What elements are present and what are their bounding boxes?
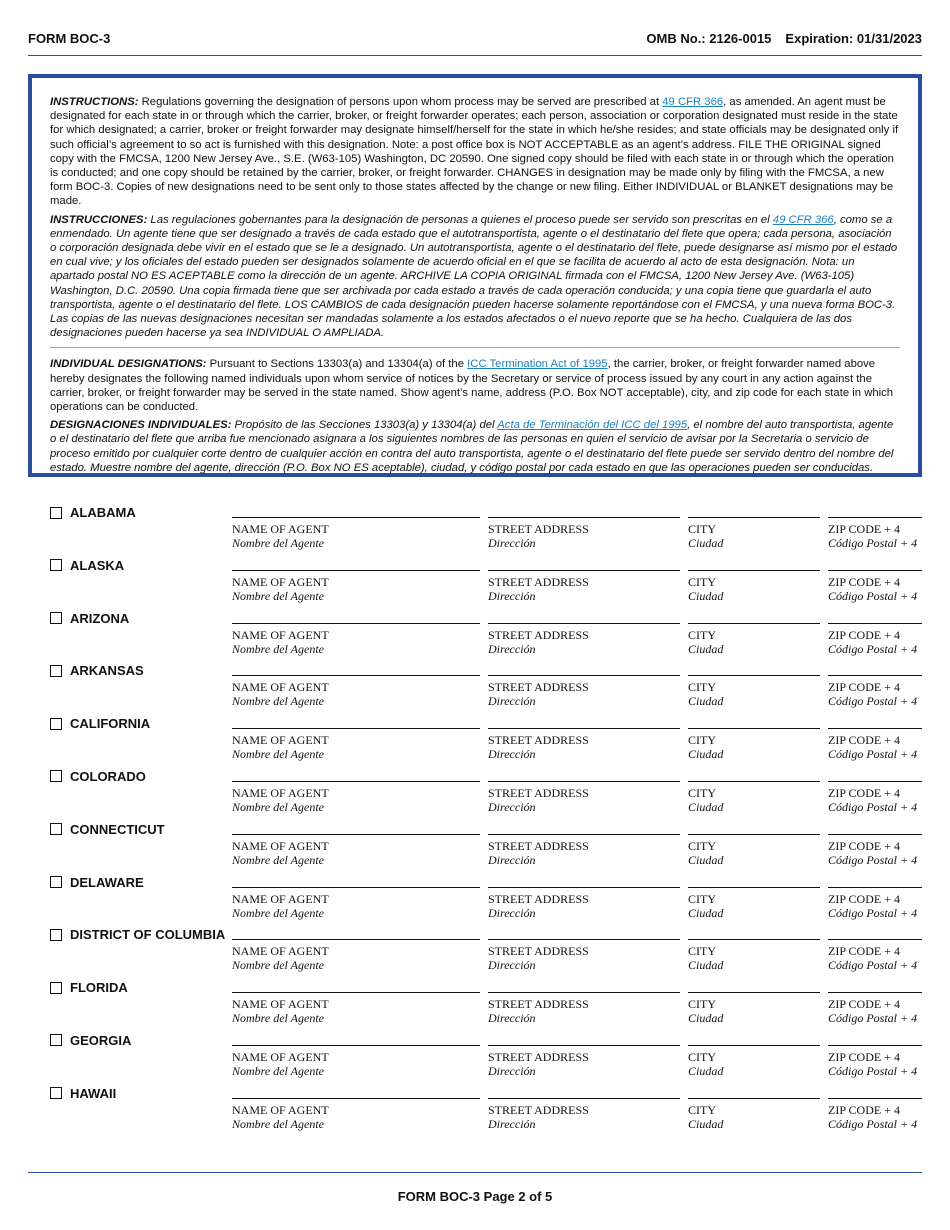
state-checkbox[interactable] <box>50 559 62 571</box>
state-name: CALIFORNIA <box>70 716 151 732</box>
street-address-label-es: Dirección <box>488 905 536 920</box>
street-address-field[interactable] <box>488 728 680 761</box>
street-address-field[interactable] <box>488 570 680 603</box>
instructions-en-label: INSTRUCTIONS: <box>50 96 139 108</box>
agent-name-label: NAME OF AGENT <box>232 838 329 853</box>
agent-name-label: NAME OF AGENT <box>232 733 329 748</box>
zip-code-label-es: Código Postal + 4 <box>828 958 918 973</box>
street-address-label-es: Dirección <box>488 588 536 603</box>
zip-code-field[interactable] <box>828 887 922 920</box>
state-label <box>50 769 146 784</box>
zip-code-label: ZIP CODE + 4 <box>828 997 900 1012</box>
state-name: ALASKA <box>70 557 125 573</box>
agent-name-field[interactable] <box>232 781 480 814</box>
street-address-label-es: Dirección <box>488 1011 536 1026</box>
designations-es <box>50 418 900 475</box>
state-label <box>50 927 225 942</box>
agent-name-label: NAME OF AGENT <box>232 997 329 1012</box>
agent-name-field[interactable] <box>232 887 480 920</box>
state-label <box>50 611 129 626</box>
zip-code-label: ZIP CODE + 4 <box>828 838 900 853</box>
agent-name-field[interactable] <box>232 570 480 603</box>
zip-code-label: ZIP CODE + 4 <box>828 522 900 536</box>
state-name: COLORADO <box>70 768 146 784</box>
agent-name-field[interactable] <box>232 728 480 761</box>
street-address-label: STREET ADDRESS <box>488 944 589 959</box>
agent-name-label: NAME OF AGENT <box>232 680 329 695</box>
designations-en-text: Pursuant to Sections 13303(a) and 13304(a) of the <box>206 358 468 371</box>
city-field[interactable] <box>688 887 820 920</box>
city-label: CITY <box>688 1049 716 1064</box>
zip-code-label: ZIP CODE + 4 <box>828 1049 900 1064</box>
instructions-es-text: Las regulaciones gobernantes para la designación de personas a quienes el proceso puede ser servido son prescritas en el <box>147 213 773 226</box>
agent-name-label-es: Nombre del Agente <box>232 694 324 709</box>
state-name: FLORIDA <box>70 980 128 996</box>
street-address-label-es: Dirección <box>488 694 536 709</box>
state-checkbox[interactable] <box>50 823 62 835</box>
zip-code-label: ZIP CODE + 4 <box>828 944 900 959</box>
street-address-label: STREET ADDRESS <box>488 522 589 536</box>
city-field[interactable] <box>688 623 820 656</box>
city-label: CITY <box>688 785 716 800</box>
agent-name-label-es: Nombre del Agente <box>232 799 324 814</box>
street-address-label-es: Dirección <box>488 1063 536 1078</box>
zip-code-label: ZIP CODE + 4 <box>828 785 900 800</box>
city-label-es: Ciudad <box>688 641 724 656</box>
instructions-es <box>50 213 900 341</box>
street-address-field[interactable] <box>488 1098 680 1131</box>
zip-code-field[interactable] <box>828 992 922 1025</box>
agent-name-field[interactable] <box>232 939 480 972</box>
city-field[interactable] <box>688 939 820 972</box>
street-address-label: STREET ADDRESS <box>488 838 589 853</box>
designations-es-label: DESIGNACIONES INDIVIDUALES: <box>50 419 232 432</box>
street-address-field[interactable] <box>488 675 680 708</box>
state-name: CONNECTICUT <box>70 821 165 837</box>
agent-name-field[interactable] <box>232 992 480 1025</box>
state-label <box>50 875 144 890</box>
agent-name-field[interactable] <box>232 675 480 708</box>
street-address-label: STREET ADDRESS <box>488 997 589 1012</box>
agent-name-label-es: Nombre del Agente <box>232 1011 324 1026</box>
zip-code-label-es: Código Postal + 4 <box>828 641 918 656</box>
state-checkbox[interactable] <box>50 612 62 624</box>
instructions-box <box>28 74 922 477</box>
zip-code-field[interactable] <box>828 675 922 708</box>
city-field[interactable] <box>688 570 820 603</box>
street-address-label-es: Dirección <box>488 958 536 973</box>
city-label: CITY <box>688 838 716 853</box>
footer-divider <box>28 1172 922 1173</box>
agent-name-field[interactable] <box>232 1098 480 1131</box>
city-label-es: Ciudad <box>688 1011 724 1026</box>
instructions-en-text-2: , as amended. An agent must be designated for each state in or through which the carrier, broker, or freight forwarder operates; each person, association or corporation designated must reside in the state for which designated; a carrier, broker or freight forwarder may designate himself/herself for the state in which he/she resides; and state officials may be designated only if such official’s agreement to so act is furnished with this designation. Note: a post office box is NOT ACCEPTABLE as an agent’s address. FILE THE ORIGINAL signed copy with the FMCSA, 1200 New Jersey Ave., S.E. (W63-105) Washington, DC 20590. One signed copy should be filed with each state in or through which the operation is conducted; and one copy should be retained by the carrier, broker, or freight forwarder. CHANGES in designation may be made only by filing with the FMCSA, a new form BOC-3. Copies of new designations need to be sent only to those states affected by the change or new filing. Either INDIVIDUAL or BLANKET designations may be made. <box>50 96 899 208</box>
zip-code-label-es: Código Postal + 4 <box>828 905 918 920</box>
state-label <box>50 980 128 995</box>
city-label-es: Ciudad <box>688 799 724 814</box>
city-field[interactable] <box>688 834 820 867</box>
omb-number: OMB No.: 2126-0015 <box>646 31 772 46</box>
agent-name-label-es: Nombre del Agente <box>232 905 324 920</box>
agent-name-label-es: Nombre del Agente <box>232 958 324 973</box>
agent-name-label-es: Nombre del Agente <box>232 1116 324 1131</box>
city-field[interactable] <box>688 1098 820 1131</box>
state-row-florida <box>0 980 950 1033</box>
zip-code-label-es: Código Postal + 4 <box>828 536 918 550</box>
state-checkbox[interactable] <box>50 982 62 994</box>
agent-name-label-es: Nombre del Agente <box>232 747 324 762</box>
state-row-georgia <box>0 1033 950 1086</box>
state-name: DELAWARE <box>70 874 144 890</box>
state-checkbox[interactable] <box>50 770 62 782</box>
state-checkbox[interactable] <box>50 929 62 941</box>
state-name: ARIZONA <box>70 610 130 626</box>
street-address-label: STREET ADDRESS <box>488 627 589 642</box>
state-label <box>50 505 136 520</box>
city-label-es: Ciudad <box>688 1116 724 1131</box>
street-address-field[interactable] <box>488 887 680 920</box>
zip-code-label-es: Código Postal + 4 <box>828 694 918 709</box>
agent-name-label-es: Nombre del Agente <box>232 641 324 656</box>
street-address-label-es: Dirección <box>488 799 536 814</box>
state-label <box>50 822 165 837</box>
city-field[interactable] <box>688 728 820 761</box>
state-row-district-of-columbia <box>0 927 950 980</box>
instructions-es-label: INSTRUCCIONES: <box>50 213 148 226</box>
designations-en-label: INDIVIDUAL DESIGNATIONS: <box>50 358 207 371</box>
zip-code-field[interactable] <box>828 1045 922 1078</box>
zip-code-label-es: Código Postal + 4 <box>828 747 918 762</box>
city-label: CITY <box>688 1102 716 1117</box>
street-address-field[interactable] <box>488 1045 680 1078</box>
city-label: CITY <box>688 680 716 695</box>
agent-name-label-es: Nombre del Agente <box>232 536 324 550</box>
agent-name-label: NAME OF AGENT <box>232 785 329 800</box>
designations-es-text: Propósito de las Secciones 13303(a) y 13304(a) del <box>231 419 498 432</box>
state-checkbox[interactable] <box>50 718 62 730</box>
instructions-en-text: Regulations governing the designation of persons upon whom process may be served are prescribed at <box>141 96 663 108</box>
state-label <box>50 663 144 678</box>
zip-code-label: ZIP CODE + 4 <box>828 733 900 748</box>
state-checkbox[interactable] <box>50 1087 62 1099</box>
state-label <box>50 1086 116 1101</box>
state-checkbox[interactable] <box>50 665 62 677</box>
street-address-label: STREET ADDRESS <box>488 733 589 748</box>
form-id: FORM BOC-3 <box>28 31 111 46</box>
zip-code-label-es: Código Postal + 4 <box>828 1116 918 1131</box>
agent-name-label: NAME OF AGENT <box>232 522 329 536</box>
state-name: DISTRICT OF COLUMBIA <box>70 927 226 943</box>
state-row-colorado <box>0 769 950 822</box>
zip-code-label: ZIP CODE + 4 <box>828 680 900 695</box>
instructions-en <box>50 95 900 209</box>
state-label <box>50 1033 131 1048</box>
city-label: CITY <box>688 891 716 906</box>
city-label: CITY <box>688 733 716 748</box>
zip-code-field[interactable] <box>828 517 922 550</box>
city-label: CITY <box>688 574 716 589</box>
agent-name-label: NAME OF AGENT <box>232 1102 329 1117</box>
icc-act-link-en[interactable]: ICC Termination Act of 1995 <box>467 358 608 371</box>
expiration-date: Expiration: 01/31/2023 <box>785 31 922 46</box>
city-field[interactable] <box>688 1045 820 1078</box>
zip-code-label-es: Código Postal + 4 <box>828 1011 918 1026</box>
state-name: ARKANSAS <box>70 663 144 679</box>
street-address-field[interactable] <box>488 517 680 550</box>
header-divider <box>28 55 922 56</box>
city-field[interactable] <box>688 781 820 814</box>
zip-code-label: ZIP CODE + 4 <box>828 574 900 589</box>
state-row-arizona <box>0 611 950 664</box>
zip-code-field[interactable] <box>828 1098 922 1131</box>
zip-code-label: ZIP CODE + 4 <box>828 627 900 642</box>
designations-en <box>50 357 900 414</box>
zip-code-field[interactable] <box>828 570 922 603</box>
cfr-link-es[interactable]: 49 CFR 366 <box>772 213 834 226</box>
street-address-label: STREET ADDRESS <box>488 1049 589 1064</box>
state-label <box>50 716 150 731</box>
zip-code-label-es: Código Postal + 4 <box>828 588 918 603</box>
agent-name-field[interactable] <box>232 517 480 550</box>
street-address-field[interactable] <box>488 939 680 972</box>
zip-code-label-es: Código Postal + 4 <box>828 799 918 814</box>
state-checkbox[interactable] <box>50 507 62 519</box>
street-address-label: STREET ADDRESS <box>488 680 589 695</box>
form-meta <box>646 31 922 46</box>
city-label-es: Ciudad <box>688 536 724 550</box>
city-label: CITY <box>688 627 716 642</box>
city-label: CITY <box>688 522 716 536</box>
agent-name-label: NAME OF AGENT <box>232 574 329 589</box>
street-address-label-es: Dirección <box>488 641 536 656</box>
street-address-label: STREET ADDRESS <box>488 785 589 800</box>
agent-name-label: NAME OF AGENT <box>232 891 329 906</box>
street-address-label-es: Dirección <box>488 747 536 762</box>
state-row-hawaii <box>0 1086 950 1139</box>
designations-es-text-2: , el nombre del auto transportista, agente o el destinatario del flete que arriba fue mencionado asignara a los siguientes nombres de las personas en quien el servicio de avisar por la Secretaria o servicio de proceso emitido por cualquier corte dentro de cualquier acción en contra del auto transportista, agente o el destinatario del flete puede ser servido dentro del nombre del estado. Muestre nombre del agente, dirección (P.O. Box NO ES aceptable), ciudad, y código postal por cada estado en que las operaciones pueden ser conducidas. <box>50 419 894 474</box>
zip-code-label: ZIP CODE + 4 <box>828 1102 900 1117</box>
agent-name-label: NAME OF AGENT <box>232 1049 329 1064</box>
agent-name-field[interactable] <box>232 1045 480 1078</box>
instructions-es-text-2: , como se a enmendado. Un agente tiene que ser designado a través de cada estado que el autotransportista, agente o el destinatario del flete que opera; cada persona, asociación o corporación designada debe vivir en el estado que se le a designado. Un autotransportista, agente o el destinatario del flete, puede designarse así mismo por el estado en cual vive; y los oficiales del estado pueden ser designados solamente de acuerdo oficial en el que se facilita de acuerdo al acto de esta designación. Nota: un apartado postal NO ES ACEPTABLE como la dirección de un agente. ARCHIVE LA COPIA ORIGINAL firmada con el FMCSA, 1200 New Jersey Ave. (W63-105) Washington, D.C. 20590. Una copia firmada tiene que ser archivada por cada estado a través de cada operación conducida; y una copia tiene que guardarla el auto transportista, agente o el destinatario del flete. LOS CAMBIOS de cada designación pueden hacerse solamente reportándose con el FMCSA, y una nueva forma BOC-3. Las copias de las nuevas designaciones necesitan ser mandadas solamente a los estados afectados o el nuevo reporte que se ha hecho. Cualquiera de las dos designaciones pueden hacerse ya sea INDIVIDUAL O AMPLIADA. <box>50 213 898 340</box>
street-address-field[interactable] <box>488 834 680 867</box>
state-checkbox[interactable] <box>50 1034 62 1046</box>
state-designation-list <box>0 505 950 1139</box>
city-label-es: Ciudad <box>688 694 724 709</box>
street-address-label-es: Dirección <box>488 852 536 867</box>
city-label-es: Ciudad <box>688 905 724 920</box>
state-row-alabama <box>0 505 950 558</box>
city-label-es: Ciudad <box>688 852 724 867</box>
agent-name-label: NAME OF AGENT <box>232 944 329 959</box>
agent-name-field[interactable] <box>232 834 480 867</box>
street-address-field[interactable] <box>488 781 680 814</box>
icc-act-link-es[interactable]: Acta de Terminación del ICC del 1995 <box>497 419 688 432</box>
city-label: CITY <box>688 997 716 1012</box>
city-field[interactable] <box>688 675 820 708</box>
street-address-field[interactable] <box>488 992 680 1025</box>
street-address-label: STREET ADDRESS <box>488 574 589 589</box>
city-label-es: Ciudad <box>688 747 724 762</box>
street-address-label-es: Dirección <box>488 536 536 550</box>
page-footer: FORM BOC-3 Page 2 of 5 <box>397 1189 553 1204</box>
agent-name-label-es: Nombre del Agente <box>232 1063 324 1078</box>
zip-code-label-es: Código Postal + 4 <box>828 1063 918 1078</box>
cfr-link-en[interactable]: 49 CFR 366 <box>662 96 724 108</box>
state-label <box>50 558 124 573</box>
state-row-delaware <box>0 875 950 928</box>
state-row-arkansas <box>0 663 950 716</box>
agent-name-field[interactable] <box>232 623 480 656</box>
state-row-connecticut <box>0 822 950 875</box>
street-address-label: STREET ADDRESS <box>488 1102 589 1117</box>
designations-en-text-2: , the carrier, broker, or freight forwarder named above hereby designates the following named individuals upon whom service of notices by the Secretary or service of process issued by any court in any action against the carrier, broker, or freight forwarder may be served in the state named. Show agent’s name, address (P.O. Box NOT acceptable), city, and zip code for each state in which operations can be conducted. <box>50 358 894 414</box>
zip-code-field[interactable] <box>828 623 922 656</box>
agent-name-label-es: Nombre del Agente <box>232 852 324 867</box>
state-checkbox[interactable] <box>50 876 62 888</box>
zip-code-field[interactable] <box>828 728 922 761</box>
city-label-es: Ciudad <box>688 588 724 603</box>
agent-name-label: NAME OF AGENT <box>232 627 329 642</box>
zip-code-label: ZIP CODE + 4 <box>828 891 900 906</box>
city-field[interactable] <box>688 992 820 1025</box>
street-address-label-es: Dirección <box>488 1116 536 1131</box>
zip-code-label-es: Código Postal + 4 <box>828 852 918 867</box>
zip-code-field[interactable] <box>828 939 922 972</box>
agent-name-label-es: Nombre del Agente <box>232 588 324 603</box>
state-name: ALABAMA <box>70 505 136 520</box>
state-name: HAWAII <box>70 1085 117 1101</box>
street-address-field[interactable] <box>488 623 680 656</box>
box-divider <box>50 347 900 348</box>
zip-code-field[interactable] <box>828 781 922 814</box>
street-address-label: STREET ADDRESS <box>488 891 589 906</box>
city-label: CITY <box>688 944 716 959</box>
zip-code-field[interactable] <box>828 834 922 867</box>
city-label-es: Ciudad <box>688 1063 724 1078</box>
city-field[interactable] <box>688 517 820 550</box>
city-label-es: Ciudad <box>688 958 724 973</box>
state-row-alaska <box>0 558 950 611</box>
state-name: GEORGIA <box>70 1032 132 1048</box>
state-row-california <box>0 716 950 769</box>
